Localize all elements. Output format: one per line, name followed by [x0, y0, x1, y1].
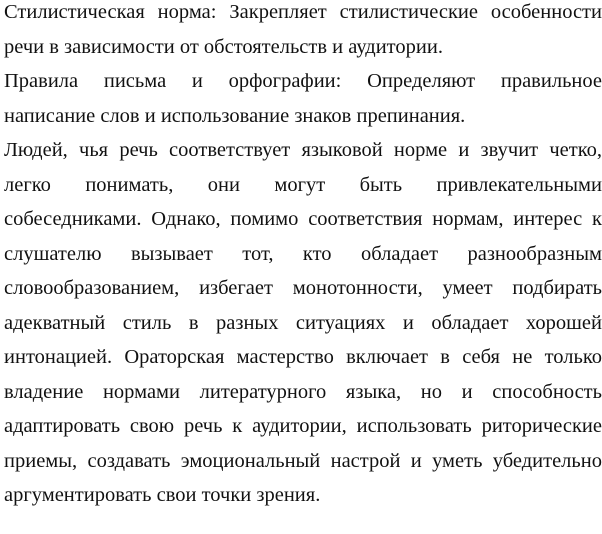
text-line: словообразованием, избегает монотонности, умеет подбирать [4, 277, 602, 299]
text-line: адаптировать свою речь к аудитории, использовать риторические [4, 415, 602, 437]
text-line: собеседниками. Однако, помимо соответствия нормам, интерес к [4, 208, 602, 230]
text-line: Правила письма и орфографии: Определяют правильное [4, 70, 602, 92]
text-line: речи в зависимости от обстоятельств и аудитории. [4, 35, 443, 58]
text-line: адекватный стиль в разных ситуациях и обладает хорошей [4, 311, 602, 334]
text-line: написание слов и использование знаков препинания. [4, 104, 466, 127]
text-line: интонацией. Ораторская мастерство включает в себя не только [4, 346, 602, 368]
document-body [4, 0, 602, 513]
text-line: легко понимать, они могут быть привлекательными [4, 173, 602, 196]
text-line: владение нормами литературного языка, но и способность [4, 380, 602, 403]
text-line: приемы, создавать эмоциональный настрой и уметь убедительно [4, 449, 602, 472]
paragraph-stylistic-norm [4, 0, 602, 64]
text-line: Стилистическая норма: Закрепляет стилистические особенности [4, 1, 602, 23]
text-line: Людей, чья речь соответствует языковой норме и звучит четко, [4, 139, 602, 161]
text-line: аргументировать свои точки зрения. [4, 484, 321, 506]
text-line: слушателю вызывает тот, кто обладает разнообразным [4, 242, 602, 265]
paragraph-speech-mastery [4, 133, 602, 513]
paragraph-spelling-rules [4, 64, 602, 133]
